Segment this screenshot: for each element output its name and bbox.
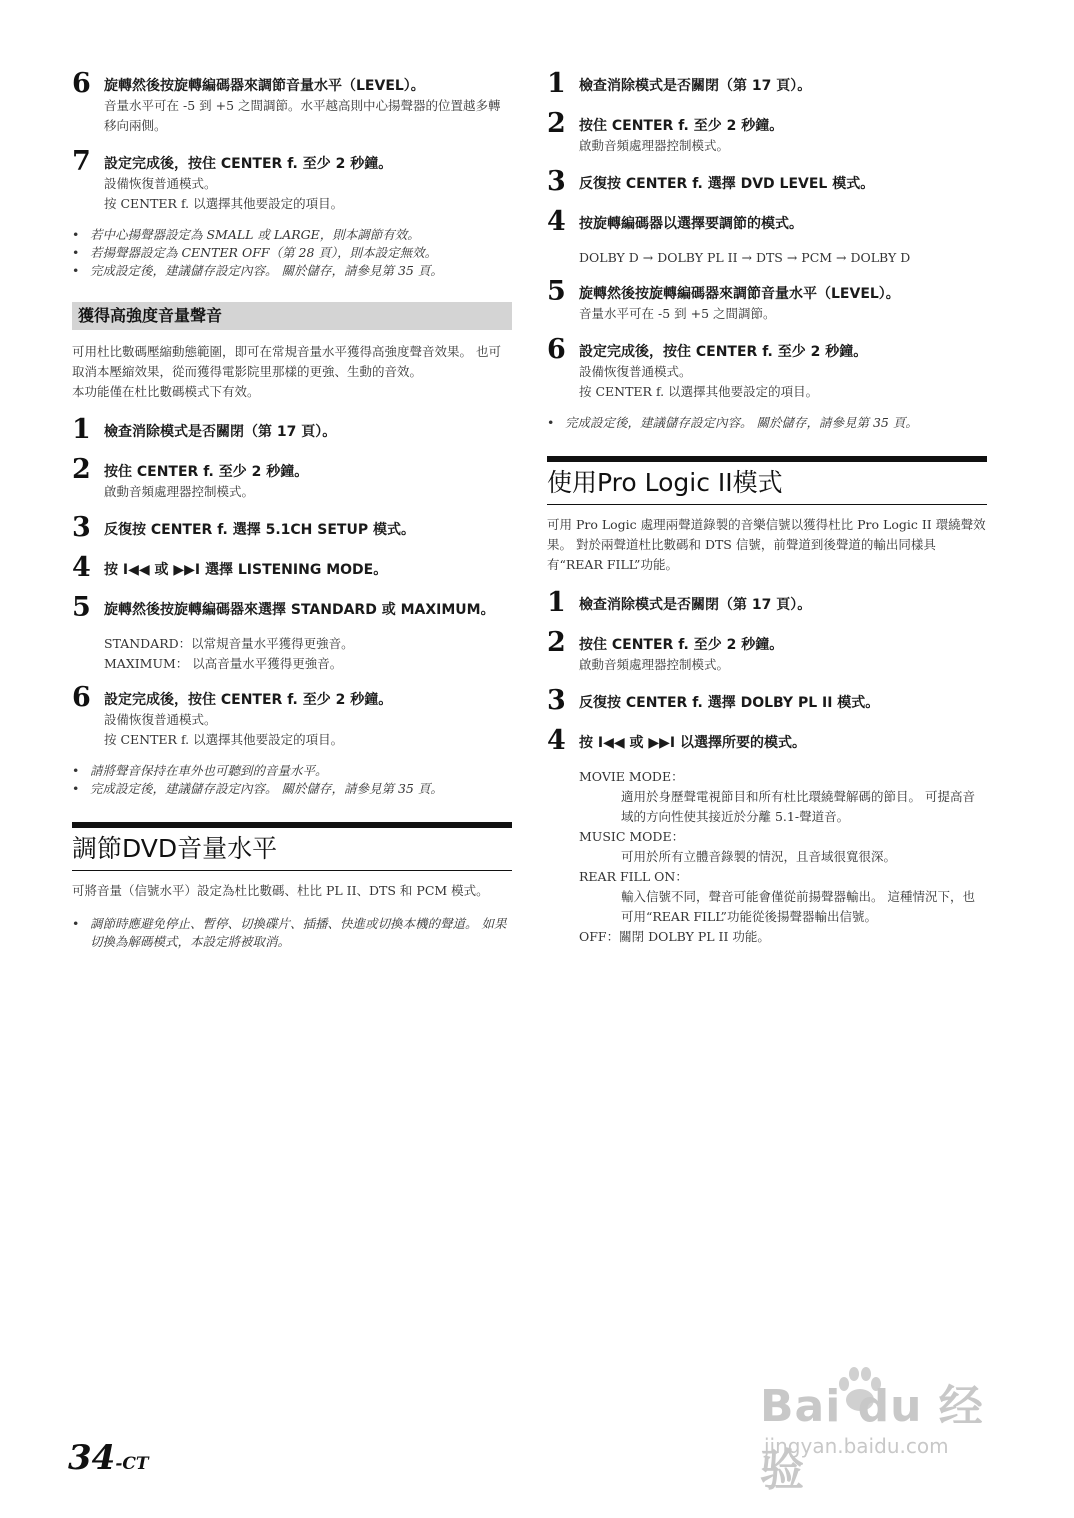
step (547, 629, 987, 675)
step-title: 檢查消除模式是否關閉（第 17 頁）。 (579, 78, 812, 94)
step-number: 1 (547, 68, 566, 99)
step-number: 7 (72, 146, 91, 177)
step-desc: 啟動音頻處理器控制模式。 (579, 657, 730, 672)
step (72, 456, 512, 502)
step (547, 70, 987, 98)
step-desc: 按 CENTER f. 以選擇其他要設定的項目。 (579, 384, 819, 399)
left-column (72, 70, 512, 965)
step-desc: 按 CENTER f. 以選擇其他要設定的項目。 (104, 732, 344, 747)
intro-paragraph (72, 342, 512, 402)
step-number: 1 (72, 414, 91, 445)
mode-list (579, 767, 987, 947)
step-title: 設定完成後，按住 CENTER f. 至少 2 秒鐘。 (104, 156, 393, 172)
mode-desc: 可用於所有立體音錄製的情況，且音域很寬很深。 (621, 849, 897, 864)
step-number: 2 (547, 108, 566, 139)
page-number-value: 34 (68, 1438, 116, 1478)
mode-desc: 輸入信號不同，聲音可能會僅從前揚聲器輸出。 這種情況下，也可用“REAR FILL”功能從後揚聲器輸出信號。 (621, 889, 975, 924)
step (547, 168, 987, 196)
step-desc: 音量水平可在 -5 到 +5 之間調節。水平越高則中心揚聲器的位置越多轉移向兩側。 (104, 98, 501, 133)
notes-list (72, 762, 512, 798)
step (72, 148, 512, 214)
step (547, 110, 987, 156)
step-number: 3 (72, 512, 91, 543)
note-item: • 完成設定後，建議儲存設定內容。 關於儲存，請參見第 35 頁。 (72, 780, 512, 798)
intro-text: 本功能僅在杜比數碼模式下有效。 (72, 384, 260, 399)
step-desc: 音量水平可在 -5 到 +5 之間調節。 (579, 306, 776, 321)
note-item: • 完成設定後，建議儲存設定內容。 關於儲存，請參見第 35 頁。 (547, 414, 987, 432)
notes-list (547, 414, 987, 432)
note-item: • 完成設定後，建議儲存設定內容。 關於儲存，請參見第 35 頁。 (72, 262, 512, 280)
step-desc: 設備恢復普通模式。 (104, 176, 217, 191)
note-item: • 調節時應避免停止、暫停、切換碟片、插播、快進或切換本機的聲道。 如果切換為解碼模式，本設定將被取消。 (72, 915, 512, 951)
option-maximum: MAXIMUM： 以高音量水平獲得更強音。 (104, 656, 343, 671)
step (547, 589, 987, 617)
step-title: 按 I◀◀ 或 ▶▶I 選擇 LISTENING MODE。 (104, 562, 388, 578)
mode-chain: DOLBY D → DOLBY PL II → DTS → PCM → DOLBY D (579, 250, 911, 265)
step-title: 反復按 CENTER f. 選擇 DOLBY PL II 模式。 (579, 695, 880, 711)
step-number: 1 (547, 587, 566, 618)
step-number: 6 (547, 334, 566, 365)
step (547, 278, 987, 324)
step-number: 6 (72, 68, 91, 99)
dvd-intro: 可將音量（信號水平）設定為杜比數碼、杜比 PL II、DTS 和 PCM 模式。 (72, 883, 489, 898)
watermark-url: jingyan.baidu.com (764, 1434, 949, 1458)
step-title: 旋轉然後按旋轉編碼器來調節音量水平（LEVEL）。 (579, 286, 900, 302)
step-title: 檢查消除模式是否關閉（第 17 頁）。 (579, 597, 812, 613)
note-item: • 若揚聲器設定為 CENTER OFF（第 28 頁），則本設定無效。 (72, 244, 512, 262)
section-subheading: 獲得高強度音量聲音 (72, 302, 512, 330)
watermark-logo: Bai du 经验 (760, 1381, 984, 1496)
step-number: 3 (547, 685, 566, 716)
note-item: • 若中心揚聲器設定為 SMALL 或 LARGE，則本調節有效。 (72, 226, 512, 244)
step-title: 按 I◀◀ 或 ▶▶I 以選擇所要的模式。 (579, 735, 806, 751)
right-column (547, 70, 987, 947)
step-desc: 按 CENTER f. 以選擇其他要設定的項目。 (104, 196, 344, 211)
step (72, 70, 512, 136)
watermark (760, 1360, 1020, 1496)
mode-desc: 適用於身歷聲電視節目和所有杜比環繞聲解碼的節目。 可提高音域的方向性使其接近於分離 5.1-聲道音。 (621, 789, 975, 824)
mode-name: OFF：關閉 DOLBY PL II 功能。 (579, 929, 770, 944)
notes-list (72, 915, 512, 951)
step (72, 514, 512, 542)
step-desc: 設備恢復普通模式。 (579, 364, 692, 379)
step-title: 按住 CENTER f. 至少 2 秒鐘。 (579, 118, 784, 134)
note-item: • 請將聲音保持在車外也可聽到的音量水平。 (72, 762, 512, 780)
pro-logic-intro: 可用 Pro Logic 處理兩聲道錄製的音樂信號以獲得杜比 Pro Logic II 環繞聲效果。 對於兩聲道杜比數碼和 DTS 信號，前聲道到後聲道的輸出同樣具有“REAR FILL”功能。 (547, 517, 986, 572)
step (72, 554, 512, 582)
step-number: 4 (547, 725, 566, 756)
step-number: 2 (547, 627, 566, 658)
step-desc: 設備恢復普通模式。 (104, 712, 217, 727)
step-number: 5 (547, 276, 566, 307)
mode-name: MUSIC MODE： (579, 829, 685, 844)
step-desc: 啟動音頻處理器控制模式。 (579, 138, 730, 153)
page-number (68, 1438, 149, 1478)
step-number: 4 (547, 206, 566, 237)
step (547, 208, 987, 236)
step-number: 3 (547, 166, 566, 197)
intro-text: 可用杜比數碼壓縮動態範圍，即可在常規音量水平獲得高強度聲音效果。 也可取消本壓縮效果，從而獲得電影院里那樣的更強、生動的音效。 (72, 344, 501, 379)
step-title: 按住 CENTER f. 至少 2 秒鐘。 (104, 464, 309, 480)
step-title: 反復按 CENTER f. 選擇 DVD LEVEL 模式。 (579, 176, 875, 192)
step (547, 336, 987, 402)
step (547, 727, 987, 755)
section-heading: 使用Pro Logic II模式 (547, 456, 987, 505)
notes-list (72, 226, 512, 280)
step (72, 416, 512, 444)
page-suffix: -CT (115, 1454, 149, 1474)
section-heading: 調節DVD音量水平 (72, 822, 512, 871)
step-number: 2 (72, 454, 91, 485)
step-title: 旋轉然後按旋轉編碼器來選擇 STANDARD 或 MAXIMUM。 (104, 602, 495, 618)
mode-name: REAR FILL ON： (579, 869, 688, 884)
mode-name: MOVIE MODE： (579, 769, 684, 784)
option-list (104, 634, 512, 674)
step-title: 按旋轉編碼器以選擇要調節的模式。 (579, 216, 803, 232)
step-title: 反復按 CENTER f. 選擇 5.1CH SETUP 模式。 (104, 522, 415, 538)
step (72, 684, 512, 750)
step-title: 檢查消除模式是否關閉（第 17 頁）。 (104, 424, 337, 440)
step-title: 設定完成後，按住 CENTER f. 至少 2 秒鐘。 (579, 344, 868, 360)
option-standard: STANDARD：以常規音量水平獲得更強音。 (104, 636, 354, 651)
step-number: 5 (72, 592, 91, 623)
step (547, 687, 987, 715)
step-title: 旋轉然後按旋轉編碼器來調節音量水平（LEVEL）。 (104, 78, 425, 94)
step-title: 按住 CENTER f. 至少 2 秒鐘。 (579, 637, 784, 653)
step-number: 4 (72, 552, 91, 583)
step-desc: 啟動音頻處理器控制模式。 (104, 484, 255, 499)
step-number: 6 (72, 682, 91, 713)
step-title: 設定完成後，按住 CENTER f. 至少 2 秒鐘。 (104, 692, 393, 708)
step (72, 594, 512, 622)
